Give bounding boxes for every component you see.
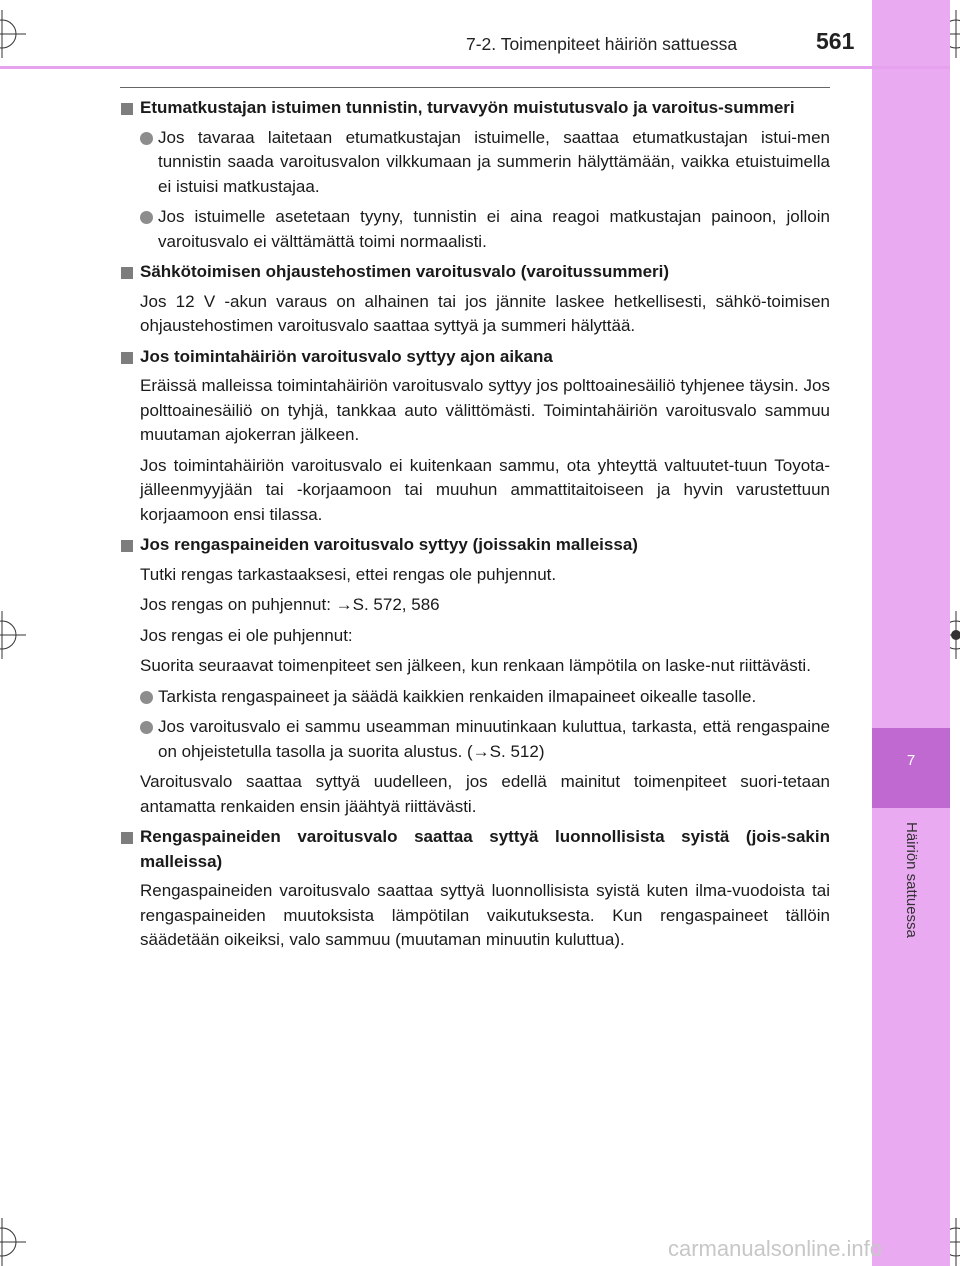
page-header-title: 7-2. Toimenpiteet häiriön sattuessa bbox=[466, 34, 738, 54]
section-tire-pressure-natural bbox=[120, 825, 830, 953]
registration-mark-top-left bbox=[0, 10, 26, 58]
header-divider bbox=[0, 66, 950, 69]
chapter-side-tab bbox=[872, 0, 950, 1266]
round-bullet-icon bbox=[140, 691, 153, 704]
page-content bbox=[120, 96, 830, 959]
paragraph: Jos rengas on puhjennut: →S. 572, 586 bbox=[140, 595, 440, 614]
section-heading: Rengaspaineiden varoitusvalo saattaa syttyä luonnollisista syistä (jois-sakin malleissa) bbox=[120, 825, 830, 874]
section-seat-sensor bbox=[120, 96, 830, 254]
paragraph: Rengaspaineiden varoitusvalo saattaa syttyä luonnollisista syistä kuten ilma-vuodoista tai rengaspaineiden muutoksista lämpötilan vaikutuksesta. Kun rengaspaineet tällöin säädetään oikeiksi, valo sammuu (muutaman minuutin kuluttua). bbox=[140, 881, 830, 949]
section-heading: Jos rengaspaineiden varoitusvalo syttyy (joissakin malleissa) bbox=[120, 533, 830, 558]
round-bullet-icon bbox=[140, 132, 153, 145]
bullet-item: Jos varoitusvalo ei sammu useamman minuutinkaan kuluttua, tarkasta, että rengaspaine on ohjeistetulla tasolla ja suorita alustus. (→S. 512) bbox=[120, 715, 830, 764]
chapter-number: 7 bbox=[906, 752, 916, 769]
bullet-item: Jos tavaraa laitetaan etumatkustajan istuimelle, saattaa etumatkustajan istui-men tunnistin saada varoitusvalon vilkkumaan ja summerin hälyttämään, vaikka etuistuimella ei istuisi matkustajaa. bbox=[120, 126, 830, 200]
section-malfunction-light bbox=[120, 345, 830, 528]
registration-mark-bottom-left bbox=[0, 1218, 26, 1266]
section-heading: Sähkötoimisen ohjaustehostimen varoitusvalo (varoitussummeri) bbox=[120, 260, 830, 285]
paragraph: Suorita seuraavat toimenpiteet sen jälkeen, kun renkaan lämpötila on laske-nut riittävästi. bbox=[140, 656, 811, 675]
round-bullet-icon bbox=[140, 211, 153, 224]
content-top-rule bbox=[120, 87, 830, 88]
square-bullet-icon bbox=[121, 832, 133, 844]
paragraph: Varoitusvalo saattaa syttyä uudelleen, jos edellä mainitut toimenpiteet suori-tetaan antamatta renkaiden ensin jäähtyä riittävästi. bbox=[140, 772, 830, 816]
square-bullet-icon bbox=[121, 352, 133, 364]
square-bullet-icon bbox=[121, 267, 133, 279]
round-bullet-icon bbox=[140, 721, 153, 734]
square-bullet-icon bbox=[121, 103, 133, 115]
chapter-side-label: Häiriön sattuessa bbox=[903, 822, 920, 938]
bullet-item: Tarkista rengaspaineet ja säädä kaikkien renkaiden ilmapaineet oikealle tasolle. bbox=[120, 685, 830, 710]
paragraph: Jos rengas ei ole puhjennut: bbox=[140, 625, 353, 645]
paragraph: Jos toimintahäiriön varoitusvalo ei kuitenkaan sammu, ota yhteyttä valtuutet-tuun Toyota-jälleenmyyjään tai -korjaamoon tai muuhun ammattitaitoiseen ja hyvin varustettuun korjaamoon ensi tilassa. bbox=[140, 455, 830, 524]
bullet-item: Jos istuimelle asetetaan tyyny, tunnistin ei aina reagoi matkustajan painoon, jolloin varoitusvalo ei välttämättä toimi normaalisti. bbox=[120, 205, 830, 254]
page-number: 561 bbox=[816, 28, 855, 54]
registration-mark-mid-left bbox=[0, 611, 26, 659]
watermark: carmanualsonline.info bbox=[668, 1236, 883, 1261]
section-heading: Jos toimintahäiriön varoitusvalo syttyy ajon aikana bbox=[120, 345, 830, 370]
paragraph: Tutki rengas tarkastaaksesi, ettei rengas ole puhjennut. bbox=[140, 564, 557, 584]
paragraph: Eräissä malleissa toimintahäiriön varoitusvalo syttyy jos polttoainesäiliö tyhjenee täysin. Jos polttoainesäiliö on tyhjä, tankkaa auto välittömästi. Toimintahäiriön varoitusvalo sammuu muutaman ajokerran jälkeen. bbox=[140, 376, 830, 444]
square-bullet-icon bbox=[121, 540, 133, 552]
paragraph: Jos 12 V -akun varaus on alhainen tai jos jännite laskee hetkellisesti, sähkö-toimisen ohjaustehostimen varoitusvalo saattaa syttyä ja summeri hälyttää. bbox=[140, 291, 830, 335]
section-heading: Etumatkustajan istuimen tunnistin, turvavyön muistutusvalo ja varoitus-summeri bbox=[120, 96, 830, 121]
section-power-steering bbox=[120, 260, 830, 339]
section-tire-pressure-light bbox=[120, 533, 830, 819]
